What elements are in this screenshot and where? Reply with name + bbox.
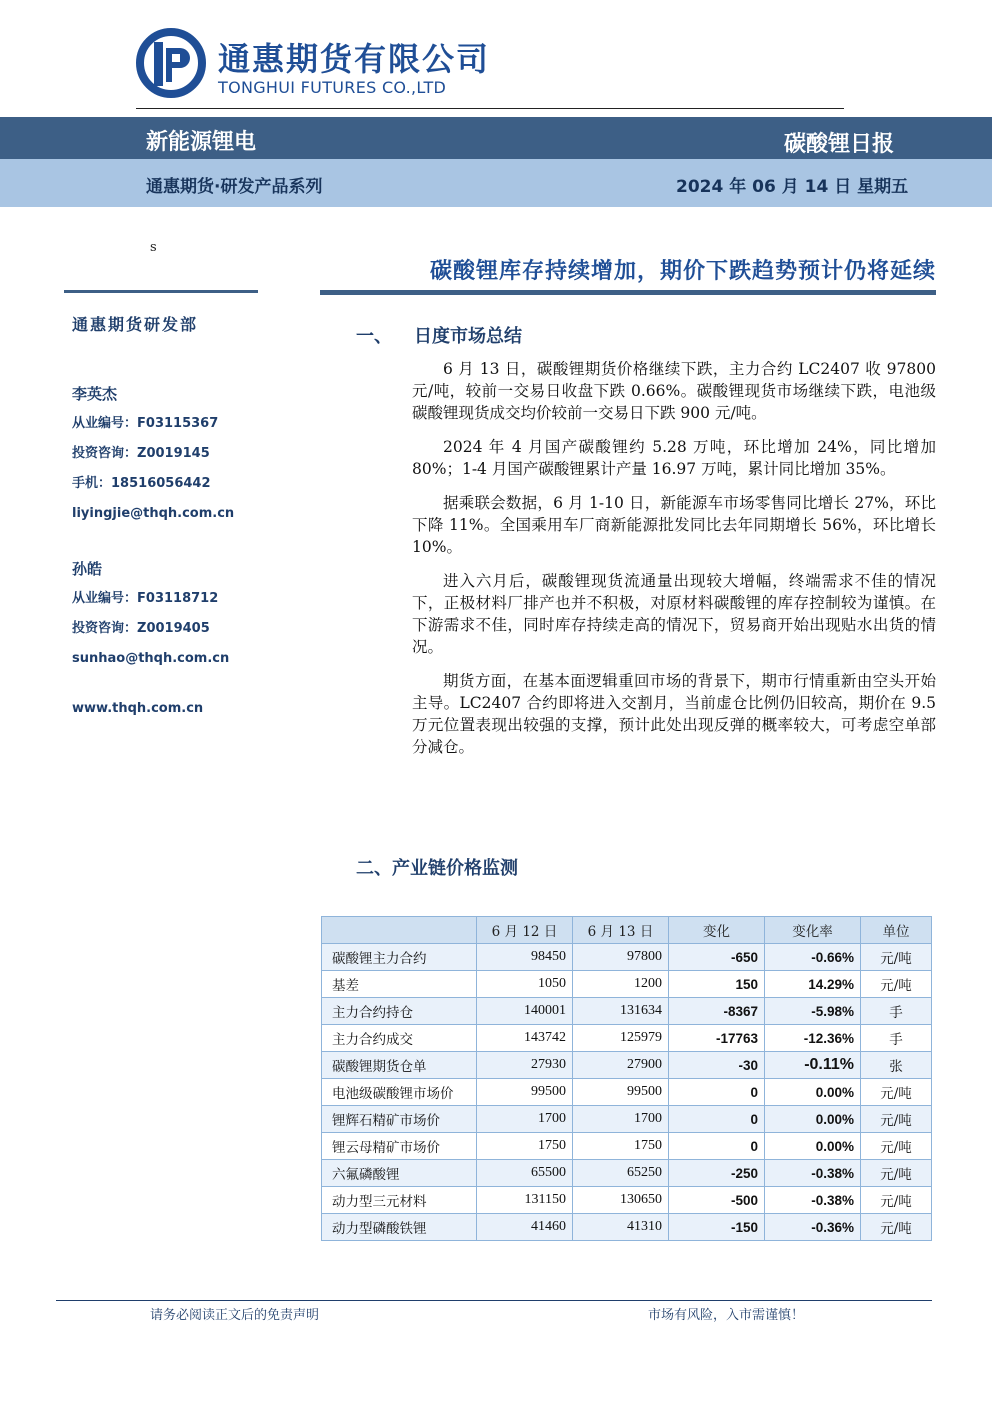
change-rate: -0.66%	[765, 944, 861, 971]
series-label: 通惠期货·研发产品系列	[146, 177, 323, 197]
change-value: -30	[669, 1052, 765, 1079]
value-jun13: 125979	[573, 1025, 669, 1052]
email-link[interactable]: sunhao@thqh.com.cn	[72, 651, 230, 666]
series-band	[0, 159, 992, 207]
table-row	[322, 1160, 932, 1187]
value-jun13: 27900	[573, 1052, 669, 1079]
row-label: 动力型磷酸铁锂	[322, 1214, 477, 1241]
license-label: 从业编号：	[72, 591, 138, 606]
paragraph: 6 月 13 日，碳酸锂期货价格继续下跌，主力合约 LC2407 收 97800 元/吨，较前一交易日收盘下跌 0.66%。碳酸锂现货市场继续下跌，电池级碳酸锂现货成交均价较前一交易日下跌 900 元/吨。	[412, 360, 936, 422]
table-row	[322, 971, 932, 998]
value-jun13: 41310	[573, 1214, 669, 1241]
change-value: -8367	[669, 998, 765, 1025]
unit: 元/吨	[861, 1079, 932, 1106]
disclaimer-note: 请务必阅读正文后的免责声明	[150, 1308, 320, 1323]
table-row	[322, 1106, 932, 1133]
value-jun12: 41460	[477, 1214, 573, 1241]
website-link[interactable]: www.thqh.com.cn	[72, 701, 204, 716]
consult-label: 投资咨询：	[72, 446, 138, 461]
footer-divider	[56, 1300, 932, 1301]
table-row	[322, 1187, 932, 1214]
table-row	[322, 944, 932, 971]
change-value: -150	[669, 1214, 765, 1241]
analyst-card	[72, 383, 272, 534]
table-row	[322, 1052, 932, 1079]
analyst-name: 李英杰	[72, 385, 118, 403]
row-label: 锂云母精矿市场价	[322, 1133, 477, 1160]
unit: 手	[861, 998, 932, 1025]
value-jun12: 143742	[477, 1025, 573, 1052]
unit: 元/吨	[861, 1214, 932, 1241]
column-header	[322, 917, 477, 944]
license-number: F03115367	[137, 416, 219, 431]
unit: 元/吨	[861, 944, 932, 971]
column-header: 单位	[861, 917, 932, 944]
column-header: 6 月 13 日	[573, 917, 669, 944]
table-row	[322, 1079, 932, 1106]
unit: 元/吨	[861, 1187, 932, 1214]
consult-line	[72, 444, 272, 474]
column-header: 6 月 12 日	[477, 917, 573, 944]
row-label: 六氟磷酸锂	[322, 1160, 477, 1187]
change-rate: -5.98%	[765, 998, 861, 1025]
license-label: 从业编号：	[72, 416, 138, 431]
market-summary	[412, 358, 936, 770]
change-value: -650	[669, 944, 765, 971]
change-rate: -0.38%	[765, 1187, 861, 1214]
row-label: 电池级碳酸锂市场价	[322, 1079, 477, 1106]
phone-line	[72, 474, 272, 504]
row-label: 碳酸锂期货仓单	[322, 1052, 477, 1079]
value-jun12: 140001	[477, 998, 573, 1025]
license-number: F03118712	[137, 591, 219, 606]
paragraph: 进入六月后，碳酸锂现货流通量出现较大增幅，终端需求不佳的情况下，正极材料厂排产也并不积极，对原材料碳酸锂的库存控制较为谨慎。在下游需求不佳，同时库存持续走高的情况下，贸易商开始出现贴水出货的情况。	[412, 572, 936, 656]
value-jun13: 131634	[573, 998, 669, 1025]
value-jun12: 1700	[477, 1106, 573, 1133]
sidebar-divider	[64, 290, 258, 293]
license-line	[72, 414, 272, 444]
stray-mark: s	[150, 240, 157, 255]
company-name-en: TONGHUI FUTURES CO.,LTD	[218, 78, 447, 97]
change-value: -500	[669, 1187, 765, 1214]
unit: 手	[861, 1025, 932, 1052]
value-jun13: 1700	[573, 1106, 669, 1133]
value-jun13: 130650	[573, 1187, 669, 1214]
company-logo-icon	[136, 28, 206, 98]
unit: 元/吨	[861, 1133, 932, 1160]
row-label: 锂辉石精矿市场价	[322, 1106, 477, 1133]
headline-divider	[320, 290, 936, 295]
value-jun12: 98450	[477, 944, 573, 971]
value-jun12: 99500	[477, 1079, 573, 1106]
value-jun12: 27930	[477, 1052, 573, 1079]
table-header-row	[322, 917, 932, 944]
email-link[interactable]: liyingjie@thqh.com.cn	[72, 506, 235, 521]
change-rate: -0.11%	[765, 1052, 861, 1079]
sidebar	[72, 310, 272, 716]
value-jun13: 97800	[573, 944, 669, 971]
category-label: 新能源锂电	[146, 130, 257, 155]
change-rate: 0.00%	[765, 1079, 861, 1106]
section-title: 日度市场总结	[414, 326, 522, 347]
change-rate: 14.29%	[765, 971, 861, 998]
company-logo	[136, 28, 491, 100]
unit: 元/吨	[861, 971, 932, 998]
change-value: 150	[669, 971, 765, 998]
company-name-cn: 通惠期货有限公司	[218, 40, 491, 78]
consult-number: Z0019405	[137, 621, 210, 636]
report-date: 2024 年 06 月 14 日 星期五	[676, 177, 909, 197]
paragraph: 2024 年 4 月国产碳酸锂约 5.28 万吨，环比增加 24%，同比增加 80%；1-4 月国产碳酸锂累计产量 16.97 万吨，累计同比增加 35%。	[412, 438, 936, 478]
row-label: 动力型三元材料	[322, 1187, 477, 1214]
risk-warning: 市场有风险，入市需谨慎！	[648, 1308, 805, 1323]
analyst-card	[72, 558, 272, 679]
change-value: 0	[669, 1106, 765, 1133]
change-value: 0	[669, 1133, 765, 1160]
license-line	[72, 589, 272, 619]
section-heading	[356, 322, 522, 348]
header-divider	[136, 108, 844, 109]
change-rate: -0.38%	[765, 1160, 861, 1187]
consult-number: Z0019145	[137, 446, 210, 461]
price-monitor-table	[321, 916, 932, 1241]
change-value: -17763	[669, 1025, 765, 1052]
value-jun13: 99500	[573, 1079, 669, 1106]
unit: 元/吨	[861, 1160, 932, 1187]
value-jun12: 65500	[477, 1160, 573, 1187]
phone-label: 手机：	[72, 476, 112, 491]
row-label: 主力合约成交	[322, 1025, 477, 1052]
table-row	[322, 1025, 932, 1052]
column-header: 变化	[669, 917, 765, 944]
value-jun12: 1750	[477, 1133, 573, 1160]
change-rate: -12.36%	[765, 1025, 861, 1052]
phone-number: 18516056442	[111, 476, 211, 491]
analyst-name: 孙皓	[72, 560, 103, 578]
row-label: 主力合约持仓	[322, 998, 477, 1025]
paragraph: 期货方面，在基本面逻辑重回市场的背景下，期市行情重新由空头开始主导。LC2407 合约即将进入交割月，当前虚仓比例仍旧较高，期价在 9.5 万元位置表现出较强的支撑，预计此处出现反弹的概率较大，可考虑空单部分减仓。	[412, 672, 936, 756]
change-rate: 0.00%	[765, 1106, 861, 1133]
column-header: 变化率	[765, 917, 861, 944]
value-jun12: 131150	[477, 1187, 573, 1214]
change-value: -250	[669, 1160, 765, 1187]
value-jun13: 65250	[573, 1160, 669, 1187]
value-jun12: 1050	[477, 971, 573, 998]
consult-line	[72, 619, 272, 649]
value-jun13: 1200	[573, 971, 669, 998]
unit: 张	[861, 1052, 932, 1079]
category-band	[0, 117, 992, 159]
change-rate: -0.36%	[765, 1214, 861, 1241]
table-row	[322, 1214, 932, 1241]
row-label: 基差	[322, 971, 477, 998]
consult-label: 投资咨询：	[72, 621, 138, 636]
unit: 元/吨	[861, 1106, 932, 1133]
table-row	[322, 998, 932, 1025]
row-label: 碳酸锂主力合约	[322, 944, 477, 971]
value-jun13: 1750	[573, 1133, 669, 1160]
paragraph: 据乘联会数据，6 月 1-10 日，新能源车市场零售同比增长 27%，环比下降 11%。全国乘用车厂商新能源批发同比去年同期增长 56%，环比增长 10%。	[412, 494, 936, 556]
section-number: 一、	[356, 326, 392, 347]
change-rate: 0.00%	[765, 1133, 861, 1160]
table-row	[322, 1133, 932, 1160]
report-type-label: 碳酸锂日报	[783, 132, 894, 157]
department-name: 通惠期货研发部	[72, 315, 199, 334]
section-heading: 二、产业链价格监测	[356, 858, 518, 879]
report-headline: 碳酸锂库存持续增加，期价下跌趋势预计仍将延续	[429, 258, 936, 284]
change-value: 0	[669, 1079, 765, 1106]
